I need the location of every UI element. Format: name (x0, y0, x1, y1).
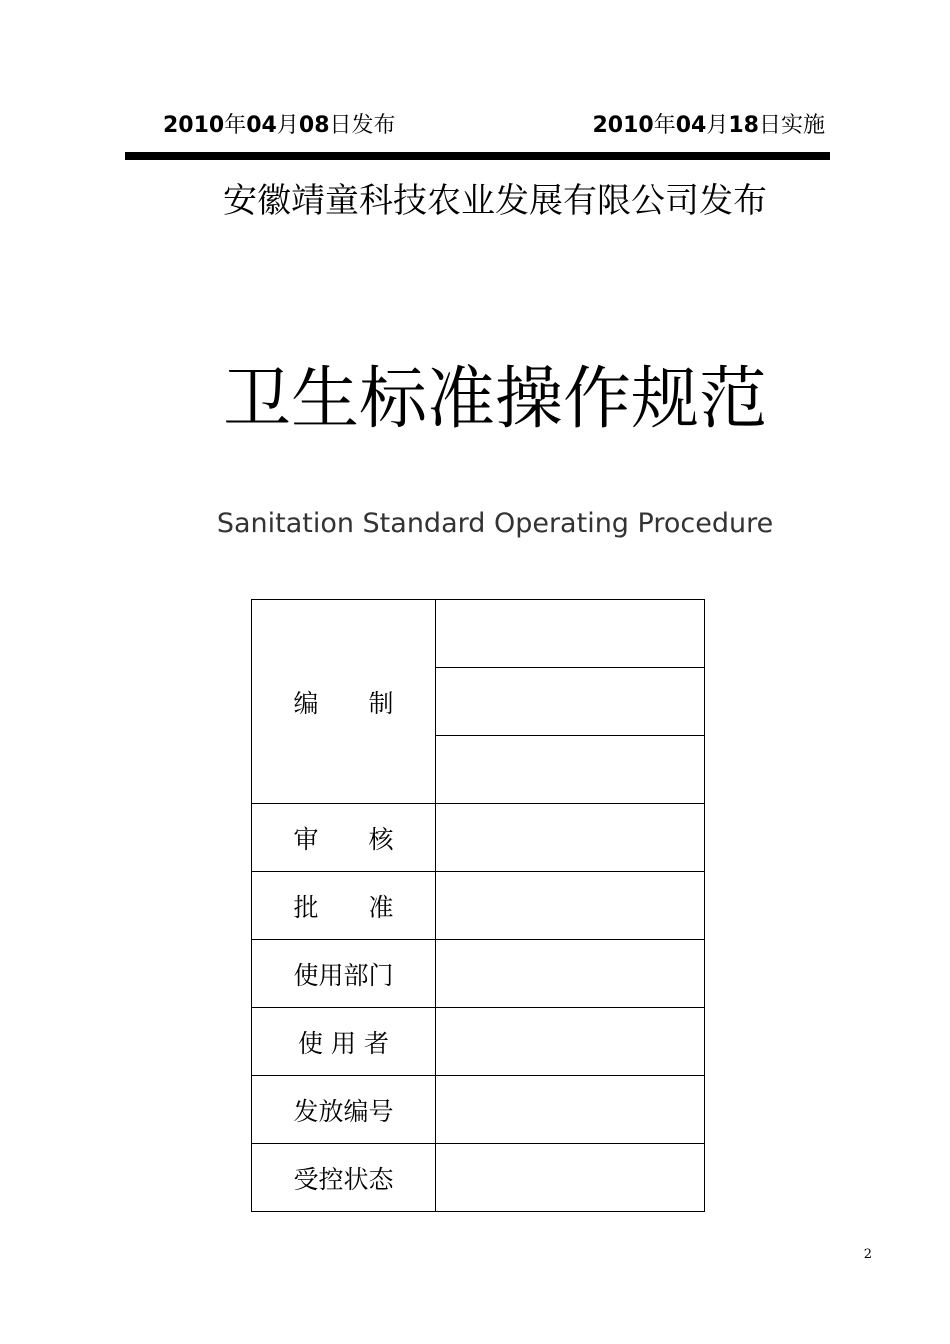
approved-by-label: 批 准 (252, 872, 436, 940)
user-label: 使 用 者 (252, 1008, 436, 1076)
date-row (125, 108, 830, 144)
publish-year-unit: 年 (224, 113, 247, 138)
publish-month-unit: 月 (276, 113, 299, 138)
distribution-number-value[interactable] (436, 1076, 705, 1144)
distribution-number-label: 发放编号 (252, 1076, 436, 1144)
table-row (252, 804, 705, 872)
table-row (252, 1076, 705, 1144)
publish-day: 08 (298, 113, 330, 138)
approval-table (251, 599, 705, 1212)
table-row (252, 872, 705, 940)
effective-year-unit: 年 (653, 113, 676, 138)
header-rule (125, 152, 830, 160)
table-row (252, 600, 705, 668)
effective-date (592, 108, 825, 144)
table-row (252, 1008, 705, 1076)
reviewed-by-value[interactable] (436, 804, 705, 872)
table-row (252, 940, 705, 1008)
effective-month: 04 (675, 113, 707, 138)
publish-day-unit: 日发布 (329, 113, 396, 138)
using-department-value[interactable] (436, 940, 705, 1008)
document-subtitle: Sanitation Standard Operating Procedure (216, 508, 774, 539)
effective-month-unit: 月 (706, 113, 729, 138)
effective-year: 2010 (592, 113, 654, 138)
compiled-by-value-2[interactable] (436, 668, 705, 736)
user-value[interactable] (436, 1008, 705, 1076)
document-title: 卫生标准操作规范 (222, 360, 767, 439)
effective-day: 18 (728, 113, 759, 138)
effective-day-unit: 日实施 (758, 113, 825, 138)
control-status-value[interactable] (436, 1144, 705, 1212)
publish-date (163, 108, 396, 144)
publish-month: 04 (246, 113, 277, 138)
compiled-by-label: 编 制 (252, 600, 436, 804)
control-status-label: 受控状态 (252, 1144, 436, 1212)
compiled-by-value-3[interactable] (436, 736, 705, 804)
approved-by-value[interactable] (436, 872, 705, 940)
compiled-by-value-1[interactable] (436, 600, 705, 668)
publish-year: 2010 (163, 113, 225, 138)
page-number: 2 (863, 1247, 872, 1262)
using-department-label: 使用部门 (252, 940, 436, 1008)
table-row (252, 1144, 705, 1212)
publisher-line: 安徽靖童科技农业发展有限公司发布 (223, 181, 767, 221)
reviewed-by-label: 审 核 (252, 804, 436, 872)
